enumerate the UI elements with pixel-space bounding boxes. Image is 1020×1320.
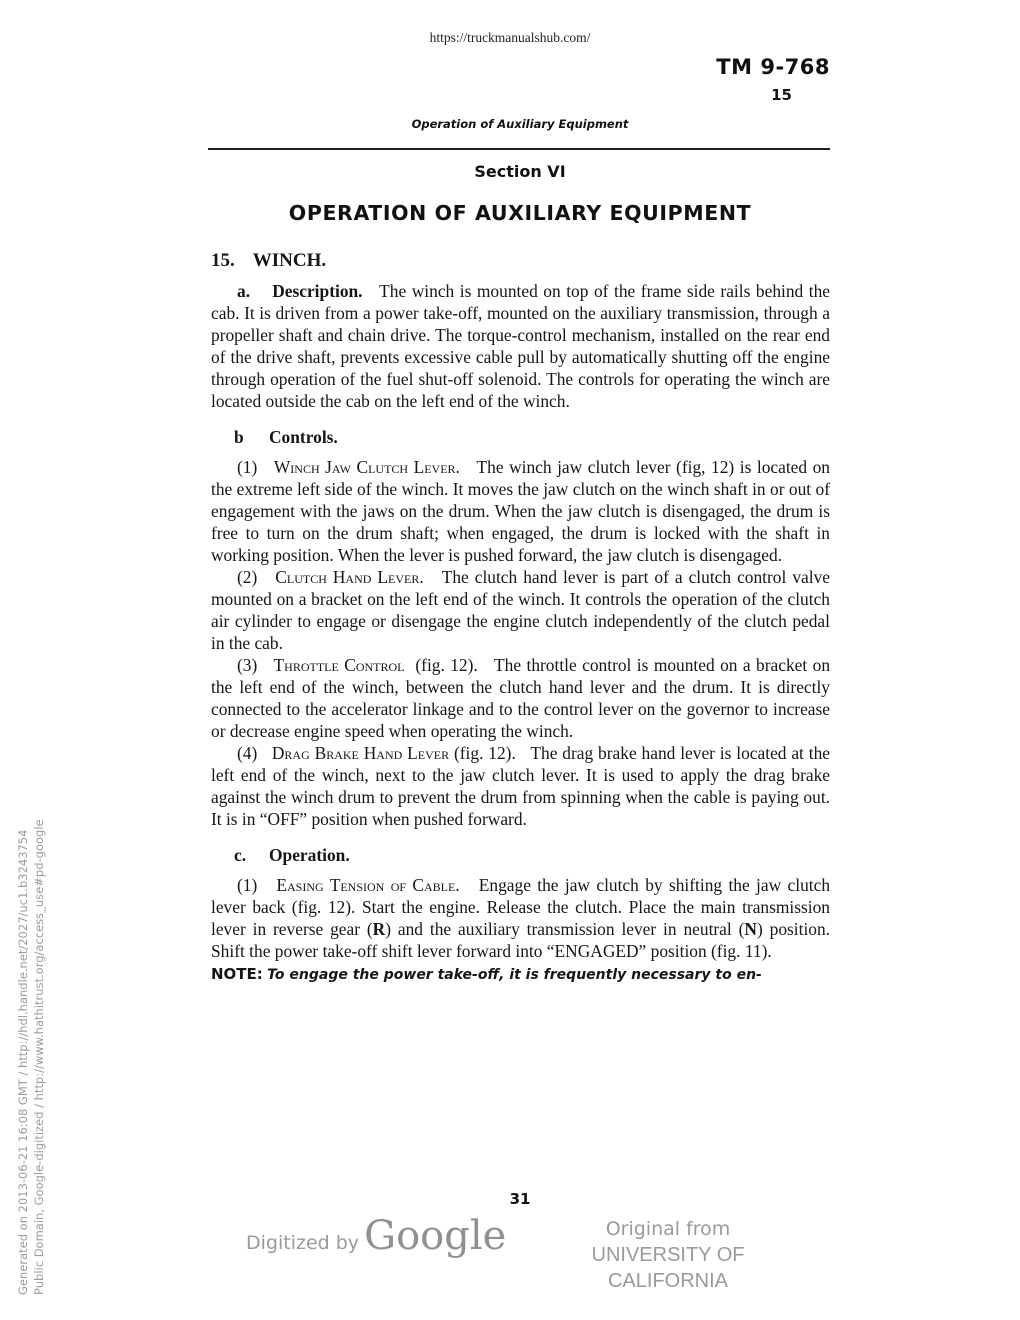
manual-id: TM 9-768 [716, 55, 830, 79]
control-item-title: Throttle Control [273, 655, 405, 675]
header-rule [208, 148, 830, 150]
generated-line: Generated on 2013-06-21 16:08 GMT / http://hdl.handle.net/2027/uc1.b3243754 [16, 829, 30, 1295]
rights-line: Public Domain, Google-digitized / http://www.hathitrust.org/access_use#pd-google [32, 819, 46, 1295]
control-item-ref: (fig. 12). [415, 655, 478, 675]
hathitrust-sidebar [15, 775, 47, 1295]
control-item [211, 742, 830, 830]
description-text: The winch is mounted on top of the frame side rails behind the cab. It is driven from a power take-off, mounted on the auxiliary transmission, through a propeller shaft and chain drive. The torque-control mechanism, installed on the rear end of the drive shaft, prevents excessive cable pull by automatically shutting off the engine through operation of the fuel shut-off solenoid. The controls for operating the winch are located outside the cab on the left end of the winch. [211, 281, 831, 411]
description-letter: a. [237, 281, 251, 301]
note-text: To engage the power take-off, it is frequently necessary to en- [267, 967, 762, 983]
gear-reverse-letter: R [372, 919, 386, 939]
note-label: NOTE: [211, 965, 263, 983]
digitized-prefix: Digitized by [246, 1232, 360, 1254]
operation-heading [211, 844, 830, 866]
section-label: Section VI [474, 162, 566, 181]
note-line [211, 962, 830, 986]
controls-letter: b [234, 427, 244, 447]
operation-item-number: (1) [237, 875, 258, 895]
paragraph-title: WINCH. [252, 250, 327, 271]
operation-text: ) position. Shift the power take-off shift lever forward into “ENGAGED” position (fig. 11). [211, 919, 831, 961]
running-head: Operation of Auxiliary Equipment [411, 117, 629, 131]
page-number: 31 [509, 1190, 531, 1208]
description-heading: Description. [272, 281, 363, 301]
university-name: UNIVERSITY OF CALIFORNIA [591, 1244, 745, 1292]
control-item-text: The throttle control is mounted on a bracket on the left end of the winch, between the clutch hand lever and the drum. It is directly connected to the accelerator linkage and to the control lever on the governor to increase or decrease engine speed when operating the winch. [211, 655, 831, 741]
controls-title: Controls. [269, 427, 338, 447]
control-item-number: (3) [237, 655, 258, 675]
control-item-ref: (fig. 12). [453, 743, 516, 763]
control-item-text: The drag brake hand lever is located at the left end of the winch, next to the jaw clutch lever. It is used to apply the drag brake against the winch drum to prevent the drum from spinning when the cable is paying out. It is in “OFF” position when pushed forward. [211, 743, 830, 829]
section-title: OPERATION OF AUXILIARY EQUIPMENT [288, 201, 752, 225]
operation-text: Engage the jaw clutch by shifting the jaw clutch lever back (fig. 12). Start the engine. Release the clutch. Place the main transmission lever in reverse gear ( [211, 875, 831, 939]
description-paragraph [211, 280, 830, 412]
control-item-number: (2) [237, 567, 258, 587]
original-from-label: Original from [605, 1218, 731, 1240]
control-item-text: The clutch hand lever is part of a clutch control valve mounted on a bracket on the left end of the winch. It controls the operation of the clutch air cylinder to engage or disengage the engine clutch independently of the clutch pedal in the cab. [211, 567, 830, 653]
google-wordmark: Google [364, 1213, 507, 1259]
control-item-title: Winch Jaw Clutch Lever. [273, 457, 460, 477]
body-text [211, 280, 830, 986]
paragraph-number: 15. [211, 250, 235, 271]
source-url[interactable]: https://truckmanualshub.com/ [429, 30, 591, 45]
control-item-title: Clutch Hand Lever. [275, 567, 424, 587]
operation-letter: c. [234, 845, 247, 865]
operation-text: ) and the auxiliary transmission lever in neutral ( [385, 919, 745, 939]
control-item-title: Drag Brake Hand Lever [271, 743, 450, 763]
operation-title: Operation. [269, 845, 350, 865]
operation-item-title: Easing Tension of Cable. [276, 875, 460, 895]
control-item [211, 654, 830, 742]
digitized-by-google-logo [246, 1213, 506, 1259]
gear-neutral-letter: N [744, 919, 757, 939]
control-item-number: (1) [237, 457, 258, 477]
original-source-logo [558, 1216, 778, 1294]
control-item [211, 456, 830, 566]
control-item-text: The winch jaw clutch lever (fig, 12) is located on the extreme left side of the winch. It moves the jaw clutch on the winch shaft in or out of engagement with the jaws on the drum. When the jaw clutch is disengaged, the drum is free to turn on the drum shaft; when engaged, the drum is locked with the shaft in working position. When the lever is pushed forward, the jaw clutch is disengaged. [211, 457, 830, 565]
paragraph-heading [211, 250, 326, 272]
controls-heading [211, 426, 830, 448]
control-item-number: (4) [237, 743, 258, 763]
operation-item [211, 874, 830, 962]
control-item [211, 566, 830, 654]
paragraph-reference: 15 [771, 86, 792, 104]
